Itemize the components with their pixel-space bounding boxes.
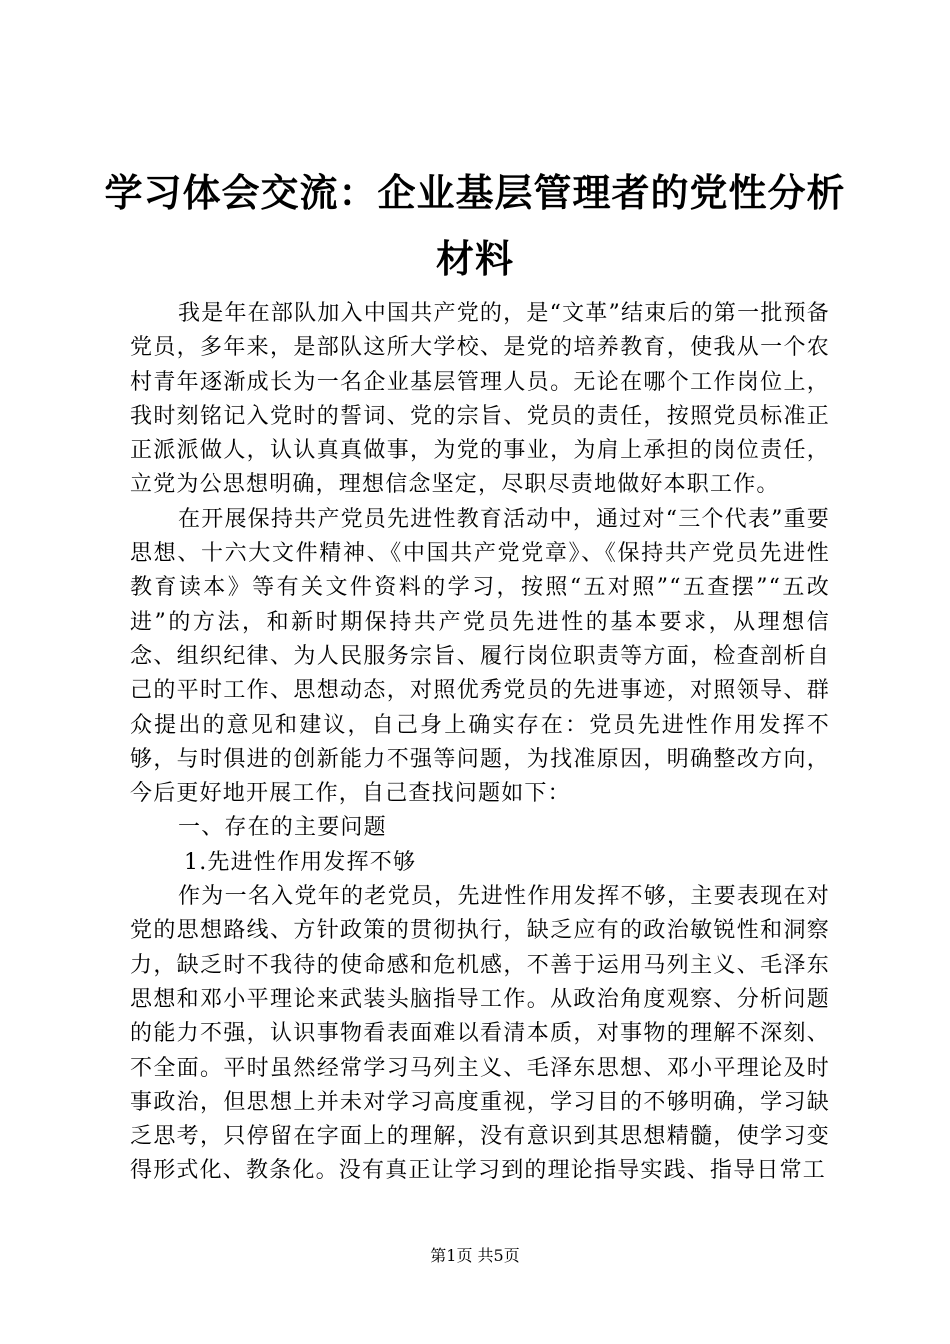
- section-heading: 一、存在的主要问题: [178, 815, 387, 841]
- subsection-heading: 1.先进性作用发挥不够: [184, 849, 417, 875]
- document-title: 学习体会交流：企业基层管理者的党性分析材料: [104, 170, 846, 281]
- document-body: [130, 297, 830, 1189]
- page-footer: 第1页 共5页: [430, 1246, 520, 1265]
- paragraph-intro: 我是年在部队加入中国共产党的，是“文革”结束后的第一批预备党员，多年来，是部队这所大学校、是党的培养教育，使我从一个农村青年逐渐成长为一名企业基层管理人员。无论在哪个工作岗位上，我时刻铭记入党时的誓词、党的宗旨、党员的责任，按照党员标准正正派派做人，认认真真做事，为党的事业，为肩上承担的岗位责任，立党为公思想明确，理想信念坚定，尽职尽责地做好本职工作。: [130, 301, 830, 498]
- paragraph-education-activity: 在开展保持共产党员先进性教育活动中，通过对“三个代表”重要思想、十六大文件精神、《中国共产党党章》、《保持共产党员先进性教育读本》等有关文件资料的学习，按照“五对照”“五查摆”“五改进”的方法，和新时期保持共产党员先进性的基本要求，从理想信念、组织纪律、为人民服务宗旨、履行岗位职责等方面，检查剖析自己的平时工作、思想动态，对照优秀党员的先进事迹，对照领导、群众提出的意见和建议，自己身上确实存在：党员先进性作用发挥不够，与时俱进的创新能力不强等问题，为找准原因，明确整改方向，今后更好地开展工作，自己查找问题如下：: [130, 506, 830, 807]
- paragraph-problem-detail: 作为一名入党年的老党员，先进性作用发挥不够，主要表现在对党的思想路线、方针政策的贯彻执行，缺乏应有的政治敏锐性和洞察力，缺乏时不我待的使命感和危机感，不善于运用马列主义、毛泽东思想和邓小平理论来武装头脑指导工作。从政治角度观察、分析问题的能力不强，认识事物看表面难以看清本质，对事物的理解不深刻、不全面。平时虽然经常学习马列主义、毛泽东思想、邓小平理论及时事政治，但思想上并未对学习高度重视，学习目的不够明确，学习缺乏思考，只停留在字面上的理解，没有意识到其思想精髓，使学习变得形式化、教条化。没有真正让学习到的理论指导实践、指导日常工: [130, 884, 830, 1184]
